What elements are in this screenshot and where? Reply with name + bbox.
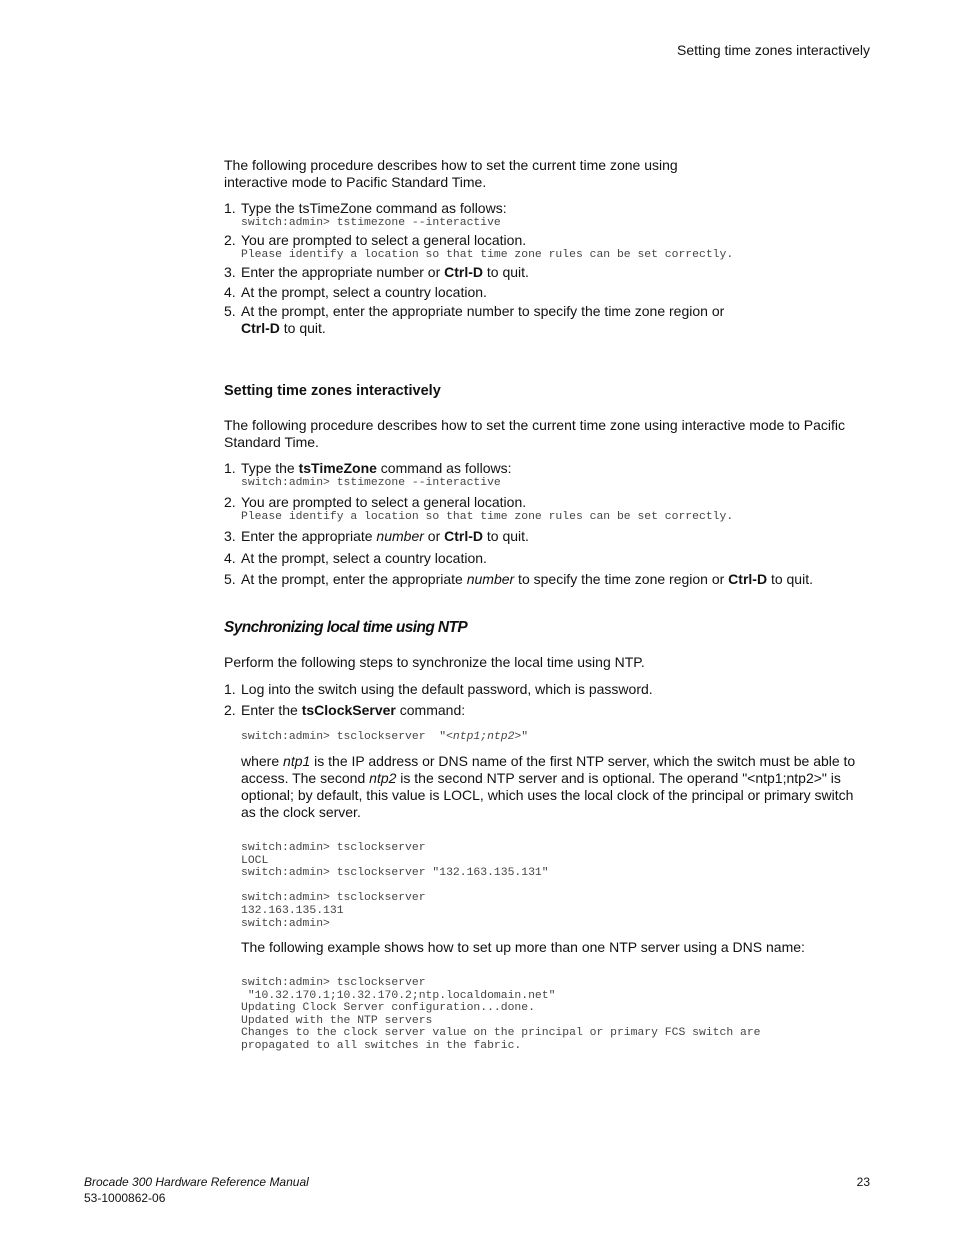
step-number: 2. [224,702,236,718]
step-number: 3. [224,264,236,280]
code-text: " [521,731,529,743]
step-text: Log into the switch using the default password, which is password. [241,681,653,697]
footer-doc-number: 53-1000862-06 [84,1191,166,1205]
code-line: switch:admin> tstimezone --interactive [241,217,501,229]
paragraph-line: as the clock server. [241,804,361,820]
code-block: switch:admin> tsclockserver "10.32.170.1;10.32.170.2;ntp.localdomain.net" Updating Clock Server configuration...done. Updated with the NTP servers Changes to the clock server value on the principal or primary FCS switch are propagated to all switches in the fabric. [241,977,761,1052]
step-number: 2. [224,232,236,248]
step-text: At the prompt, select a country location. [241,550,487,566]
step-text: to quit. [483,264,529,280]
emphasis: ntp1 [283,753,311,769]
step-text: You are prompted to select a general location. [241,232,527,248]
step-text: command: [395,702,466,718]
emphasis: number [376,528,424,544]
paragraph-line: where ntp1 is the IP address or DNS name of the first NTP server, which the switch must be able to [241,753,856,769]
step-number: 4. [224,284,236,300]
running-header: Setting time zones interactively [677,42,870,58]
paragraph-line: The following procedure describes how to set the current time zone using interactive mode to Pacific [224,417,845,433]
step-number: 5. [224,303,236,319]
code-block: switch:admin> tsclockserver LOCL switch:admin> tsclockserver "132.163.135.131" switch:admin> tsclockserver 132.163.135.131 switch:admin> [241,842,549,930]
paragraph-line: optional; by default, this value is LOCL, which uses the local clock of the principal or primary switch [241,787,854,803]
step-number: 1. [224,200,236,216]
intro-line-2: interactive mode to Pacific Standard Time. [224,174,487,190]
command-name: tsClockServer [301,702,396,718]
example-paragraph: The following example shows how to set up more than one NTP server using a DNS name: [241,939,805,955]
step-text: Type the [241,460,299,476]
paragraph-line: Standard Time. [224,434,319,450]
step-text: or [423,528,445,544]
step-number: 5. [224,571,236,587]
step-text: At the prompt, enter the appropriate [241,571,467,587]
step-text: Enter the [241,702,302,718]
key-ctrl-d: Ctrl-D [444,264,484,280]
list-item-continuation [241,320,326,337]
emphasis: ntp2 [369,770,397,786]
step-text: to specify the time zone region or [514,571,729,587]
code-line: Please identify a location so that time zone rules can be set correctly. [241,511,734,523]
code-line: Please identify a location so that time zone rules can be set correctly. [241,249,734,261]
paragraph-line: access. The second ntp2 is the second NTP server and is optional. The operand "<ntp1;ntp2>" is [241,770,841,786]
where-paragraph [241,753,864,821]
step-text: Enter the appropriate number or [241,264,445,280]
section1-step-list [224,460,864,590]
command-name: tsTimeZone [298,460,377,476]
emphasis: number [466,571,515,587]
step-text: to quit. [767,571,813,587]
intro-step-list [224,200,864,340]
code-line: switch:admin> tstimezone --interactive [241,477,501,489]
key-ctrl-d: Ctrl-D [728,571,768,587]
step-text: to quit. [483,528,529,544]
page-number: 23 [856,1175,870,1189]
section-heading: Setting time zones interactively [224,383,441,399]
step-text: At the prompt, enter the appropriate number to specify the time zone region or [241,303,725,319]
section-paragraph [224,417,864,451]
code-text: switch:admin> tsclockserver " [241,731,447,743]
step-number: 2. [224,494,236,510]
step-text: At the prompt, select a country location. [241,284,487,300]
section-heading: Synchronizing local time using NTP [224,619,468,636]
footer-manual-title: Brocade 300 Hardware Reference Manual [84,1175,309,1189]
step-text: command as follows: [376,460,512,476]
step-text: Enter the appropriate [241,528,377,544]
section-paragraph: Perform the following steps to synchronize the local time using NTP. [224,654,645,670]
step-text: to quit. [279,320,326,336]
step-text: You are prompted to select a general location. [241,494,527,510]
step-number: 3. [224,528,236,544]
intro-paragraph [224,157,864,191]
intro-line-1: The following procedure describes how to set the current time zone using [224,157,678,173]
step-number: 1. [224,681,236,697]
step-number: 4. [224,550,236,566]
code-line [241,731,528,744]
key-ctrl-d: Ctrl-D [444,528,484,544]
key-ctrl-d: Ctrl-D [241,320,280,336]
footer [84,1175,870,1215]
step-number: 1. [224,460,236,476]
step-text: Type the tsTimeZone command as follows: [241,200,507,216]
code-placeholder: <ntp1;ntp2> [446,731,522,743]
